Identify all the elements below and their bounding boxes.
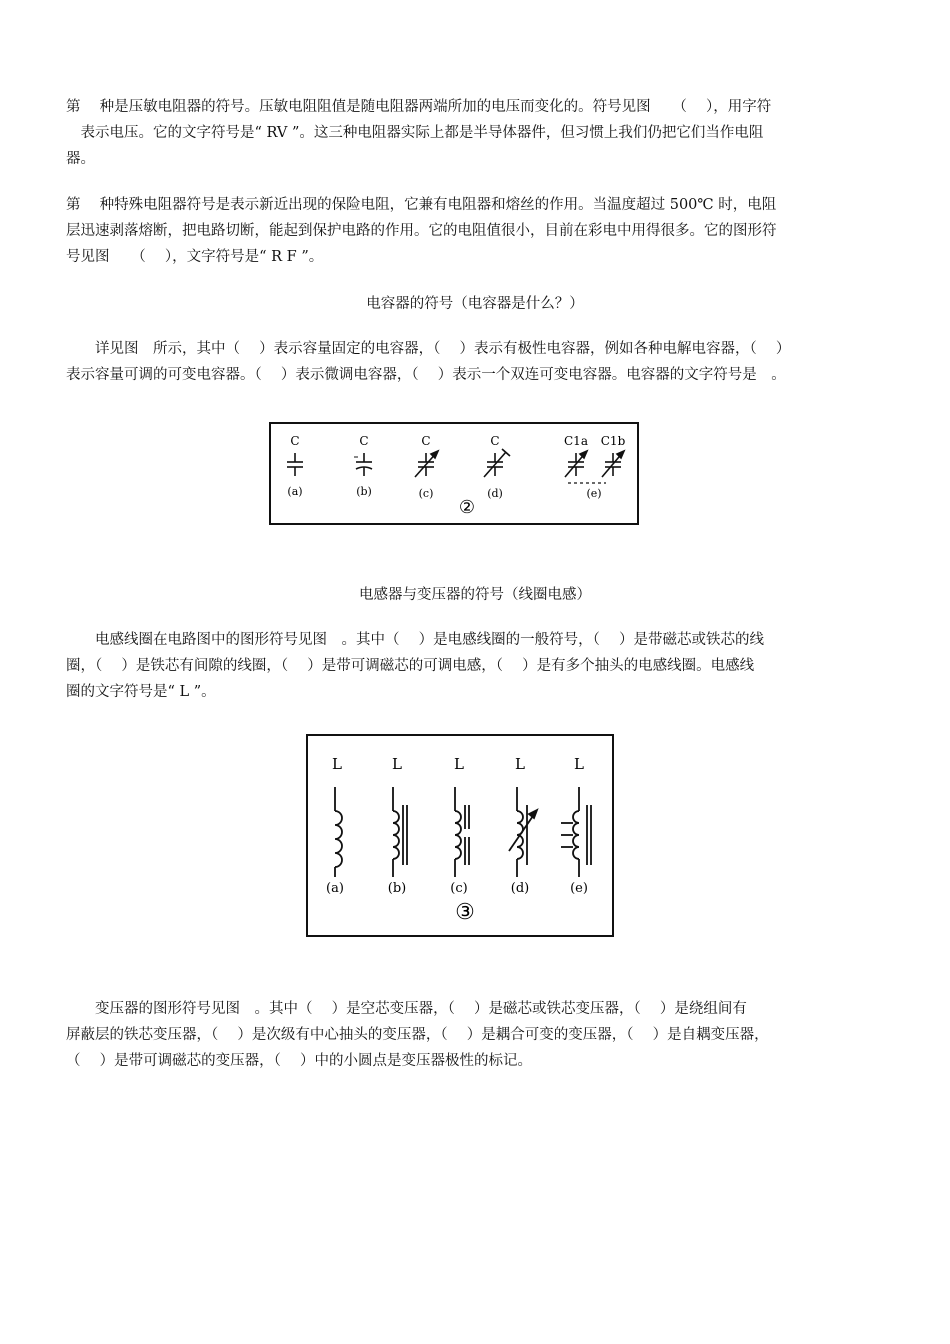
text-line: 详见图 所示，其中（ ）表示容量固定的电容器，（ ）表示有极性电容器，例如各种电解电容器，（ ） [66,341,791,357]
text-line: 表示容量可调的可变电容器。（ ）表示微调电容器，（ ）表示一个双连可变电容器。电容器的文字符号是 。 [66,367,786,383]
figure-number: ② [458,497,476,518]
symbol-label: C1a [564,434,588,448]
inductor-section-heading: 电感器与变压器的符号（线圈电感） [359,587,591,603]
text-line: 圈的文字符号是“ L ”。 [66,684,216,700]
figure-capacitor-symbols [268,421,640,527]
sub-label: (c) [450,881,468,896]
inductor-general-symbol [335,787,342,877]
text-line: 第 种是压敏电阻器的符号。压敏电阻阻值是随电阻器两端所加的电压而变化的。符号见图 （ ），用字符 [66,99,772,115]
sub-label: (d) [487,487,503,500]
capacitor-trimmer-symbol [484,449,510,477]
paragraph-fuse-resistor [66,192,890,270]
sub-label: (e) [570,881,588,896]
inductor-gapped-core-symbol [455,787,469,877]
symbol-label: L [574,755,584,773]
paragraph-capacitor [66,336,890,388]
capacitor-section-heading: 电容器的符号（电容器是什么？） [366,296,584,312]
symbol-label: L [332,755,342,773]
paragraph-varistor [66,94,890,172]
sub-label: (a) [287,485,303,498]
figure-number: ③ [455,900,475,925]
text-line: 第 种特殊电阻器符号是表示新近出现的保险电阻，它兼有电阻器和熔丝的作用。当温度超过 500℃ 时，电阻 [66,197,777,213]
paragraph-inductor [66,627,890,705]
sub-label: (e) [586,487,602,500]
text-line: 表示电压。它的文字符号是“ RV ”。这三种电阻器实际上都是半导体器件，但习惯上我们仍把它们当作电阻 [66,125,764,141]
sub-label: (a) [326,881,344,896]
symbol-label: C [290,434,300,448]
text-line: 屏蔽层的铁芯变压器，（ ）是次级有中心抽头的变压器，（ ）是耦合可变的变压器，（ ）是自耦变压器， [66,1027,769,1043]
inductor-adjustable-symbol [509,787,537,877]
symbol-label: C [421,434,431,448]
figure-inductor-symbols [305,733,615,939]
text-line: 圈，（ ）是铁芯有间隙的线圈，（ ）是带可调磁芯的可调电感，（ ）是有多个抽头的电感线圈。电感线 [66,658,755,674]
inductor-iron-core-symbol [393,787,407,877]
text-line: 器。 [66,151,95,167]
text-line: 电感线圈在电路图中的图形符号见图 。其中（ ）是电感线圈的一般符号，（ ）是带磁芯或铁芯的线 [66,632,764,648]
sub-label: (d) [510,881,530,896]
symbol-label: L [515,755,525,773]
capacitor-variable-symbol [415,451,438,477]
symbol-label: L [392,755,402,773]
text-line: （ ）是带可调磁芯的变压器，（ ）中的小圆点是变压器极性的标记。 [66,1053,532,1069]
text-line: 号见图 （ ），文字符号是“ R F ”。 [66,249,324,265]
symbol-label: C [490,434,500,448]
sub-label: (b) [356,485,372,498]
capacitor-fixed-symbol [287,453,303,476]
inductor-tapped-symbol [561,787,591,877]
capacitor-polarized-symbol [354,453,372,476]
symbol-label: C1b [600,434,626,448]
text-line: 变压器的图形符号见图 。其中（ ）是空芯变压器，（ ）是磁芯或铁芯变压器，（ ）是绕组间有 [66,1001,747,1017]
text-line: 层迅速剥落熔断，把电路切断，能起到保护电路的作用。它的电阻值很小，目前在彩电中用得很多。它的图形符 [66,223,777,239]
paragraph-transformer [66,996,890,1074]
sub-label: (c) [418,487,434,500]
capacitor-symbols-diagram [268,421,640,527]
capacitor-dual-gang-symbol [565,451,624,483]
inductor-symbols-diagram [305,733,615,939]
symbol-label: L [454,755,464,773]
symbol-label: C [359,434,369,448]
sub-label: (b) [387,881,407,896]
